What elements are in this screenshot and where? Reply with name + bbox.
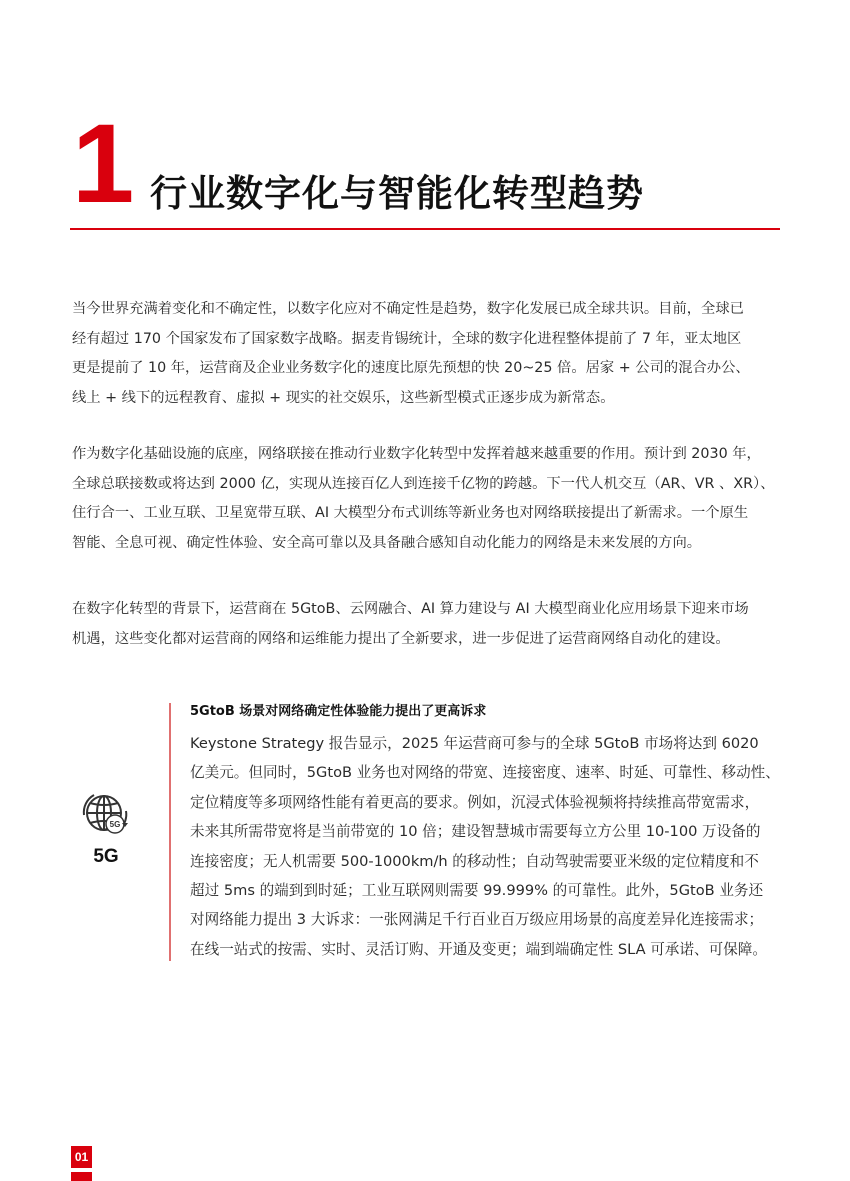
text-line: Keystone Strategy 报告显示，2025 年运营商可参与的全球 5GtoB 市场将达到 6020 [190, 735, 759, 752]
paragraph-1 [72, 295, 750, 413]
callout-heading: 5GtoB 场景对网络确定性体验能力提出了更高诉求 [190, 704, 487, 719]
text-line: 作为数字化基础设施的底座，网络联接在推动行业数字化转型中发挥着越来越重要的作用。预计到 2030 年， [72, 446, 761, 462]
text-line: 对网络能力提出 3 大诉求：一张网满足千行百业百万级应用场景的高度差异化连接需求； [190, 911, 764, 929]
text-line: 智能、全息可视、确定性体验、安全高可靠以及具备融合感知自动化能力的网络是未来发展的方向。 [72, 534, 702, 551]
text-line: 全球总联接数或将达到 2000 亿，实现从连接百亿人到连接千亿物的跨越。下一代人机交互（AR、VR 、XR）、 [72, 475, 775, 492]
icon-label: 5G [93, 846, 119, 867]
text-line: 超过 5ms 的端到到时延；工业互联网则需要 99.999% 的可靠性。此外，5GtoB 业务还 [190, 881, 764, 899]
text-line: 未来其所需带宽将是当前带宽的 10 倍；建设智慧城市需要每立方公里 10-100 万设备的 [190, 823, 761, 841]
text-line: 当今世界充满着变化和不确定性，以数字化应对不确定性是趋势，数字化发展已成全球共识。目前，全球已 [72, 301, 744, 317]
callout-bar [169, 703, 171, 961]
text-line: 更是提前了 10 年，运营商及企业业务数字化的速度比原先预想的快 20~25 倍。居家 + 公司的混合办公、 [72, 360, 750, 376]
text-line: 机遇，这些变化都对运营商的网络和运维能力提出了全新要求，进一步促进了运营商网络自动化的建设。 [72, 630, 730, 647]
text-line: 定位精度等多项网络性能有着更高的要求。例如，沉浸式体验视频将持续推高带宽需求， [190, 793, 760, 811]
paragraph-3 [72, 595, 749, 654]
text-line: 在数字化转型的背景下，运营商在 5GtoB、云网融合、AI 算力建设与 AI 大模型商业化应用场景下迎来市场 [72, 601, 749, 617]
page-number: 01 [71, 1146, 92, 1168]
paragraph-2 [72, 440, 775, 558]
globe-5g-icon [80, 789, 132, 839]
chapter-title: 行业数字化与智能化转型趋势 [150, 172, 644, 215]
svg-text:5G: 5G [109, 820, 121, 829]
text-line: 线上 + 线下的远程教育、虚拟 + 现实的社交娱乐，这些新型模式正逐步成为新常态。 [72, 389, 615, 406]
text-line: 亿美元。但同时，5GtoB 业务也对网络的带宽、连接密度、速率、时延、可靠性、移动性、 [190, 764, 780, 782]
text-line: 经有超过 170 个国家发布了国家数字战略。据麦肯锡统计，全球的数字化进程整体提前了 7 年，亚太地区 [72, 330, 742, 347]
text-line: 连接密度；无人机需要 500-1000km/h 的移动性；自动驾驶需要亚米级的定位精度和不 [190, 852, 759, 870]
chapter-number: 1 [72, 101, 131, 226]
text-line: 在线一站式的按需、实时、灵活订购、开通及变更；端到端确定性 SLA 可承诺、可保障。 [190, 940, 767, 958]
text-line: 住行合一、工业互联、卫星宽带互联、AI 大模型分布式训练等新业务也对网络联接提出了新需求。一个原生 [72, 505, 749, 521]
callout-body [190, 729, 780, 964]
title-divider [70, 228, 780, 230]
page-marker-bar [71, 1172, 92, 1181]
